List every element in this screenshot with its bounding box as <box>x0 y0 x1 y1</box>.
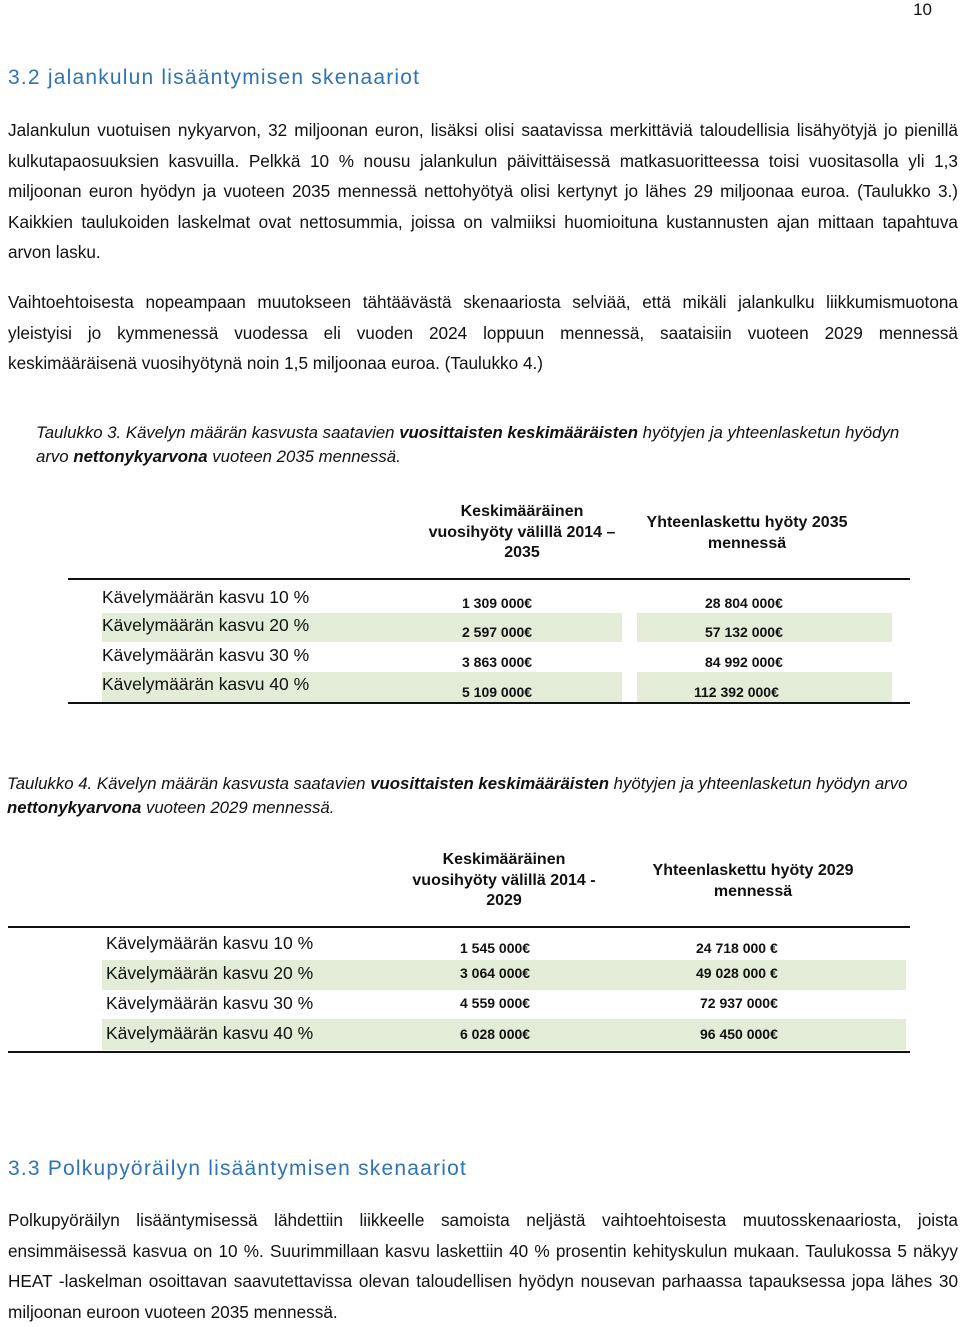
table4-caption: Taulukko 4. Kävelyn määrän kasvusta saatavien vuosittaisten keskimääräisten hyötyjen ja yhteenlasketun hyödyn arvo nettonykyarvona vuoteen 2029 mennessä. <box>7 774 908 817</box>
row-label: Kävelymäärän kasvu 20 % <box>106 963 314 983</box>
table4-col-annual-header: Keskimääräinen vuosihyöty välillä 2014 - 2029 <box>412 851 596 909</box>
total-value: 96 450 000€ <box>700 1026 778 1042</box>
total-value: 112 392 000€ <box>694 684 779 700</box>
table-row <box>102 644 892 672</box>
table-row <box>102 586 892 614</box>
section-heading-3-2: 3.2 jalankulun lisääntymisen skenaariot <box>8 66 421 89</box>
table-row <box>102 673 892 701</box>
annual-value: 3 863 000€ <box>462 654 533 670</box>
row-label: Kävelymäärän kasvu 10 % <box>106 933 314 953</box>
row-label: Kävelymäärän kasvu 20 % <box>102 615 310 635</box>
table-row <box>106 932 906 960</box>
total-value: 57 132 000€ <box>705 624 783 640</box>
total-value: 72 937 000€ <box>700 995 778 1011</box>
section-3-3-paragraph-1: Polkupyöräilyn lisääntymisessä lähdettiin liikkeelle samoista neljästä vaihtoehtoisesta muutosskenaariosta, joista ensimmäisessä kasvua on 10 %. Suurimmillaan kasvu laskettiin 40 % prosentin kehityskulun mukaan. Taulukossa 5 näkyy HEAT -laskelman osoittavan saavutettavissa olevan taloudellisen hyödyn nousevan parhaassa tapauksessa jopa lähes 30 miljoonan euroon vuoteen 2035 mennessä. <box>8 1210 958 1322</box>
table3-caption: Taulukko 3. Kävelyn määrän kasvusta saatavien vuosittaisten keskimääräisten hyötyjen ja yhteenlasketun hyödyn arvo nettonykyarvona vuoteen 2035 mennessä. <box>36 423 900 466</box>
table3-col-total-header: Yhteenlaskettu hyöty 2035 mennessä <box>646 514 848 552</box>
table3-top-rule <box>68 578 910 580</box>
annual-value: 1 309 000€ <box>462 595 533 611</box>
annual-value: 4 559 000€ <box>460 995 531 1011</box>
total-value: 28 804 000€ <box>705 595 783 611</box>
row-label: Kävelymäärän kasvu 40 % <box>102 674 310 694</box>
section-3-2-paragraph-2: Vaihtoehtoisesta nopeampaan muutokseen tähtäävästä skenaariosta selviää, että mikäli jalankulku liikkumismuotona yleistyisi jo kymmenessä vuodessa eli vuoden 2024 loppuun mennessä, saataisiin vuoteen 2029 mennessä keskimääräisenä vuosihyötynä noin 1,5 miljoonaa euroa. (Taulukko 4.) <box>8 292 958 373</box>
total-value: 49 028 000 € <box>696 965 778 981</box>
annual-value: 1 545 000€ <box>460 940 531 956</box>
row-label: Kävelymäärän kasvu 30 % <box>106 993 314 1013</box>
total-value: 84 992 000€ <box>705 654 783 670</box>
table-row <box>102 614 892 642</box>
annual-value: 3 064 000€ <box>460 965 531 981</box>
row-label: Kävelymäärän kasvu 10 % <box>102 587 310 607</box>
table4-top-rule <box>8 926 910 928</box>
page-number: 10 <box>913 0 932 19</box>
annual-value: 6 028 000€ <box>460 1026 531 1042</box>
annual-value: 5 109 000€ <box>462 684 533 700</box>
row-label: Kävelymäärän kasvu 30 % <box>102 645 310 665</box>
table3-col-annual-header: Keskimääräinen vuosihyöty välillä 2014 – 2035 <box>428 503 616 561</box>
table4-bottom-rule <box>8 1051 910 1053</box>
section-heading-3-3: 3.3 Polkupyöräilyn lisääntymisen skenaariot <box>8 1157 467 1180</box>
table3-bottom-rule <box>68 702 910 704</box>
total-value: 24 718 000 € <box>696 940 778 956</box>
row-label: Kävelymäärän kasvu 40 % <box>106 1023 314 1043</box>
table-row <box>106 992 906 1020</box>
table-row <box>106 1022 906 1050</box>
table-row <box>106 962 906 990</box>
annual-value: 2 597 000€ <box>462 624 533 640</box>
table4-col-total-header: Yhteenlaskettu hyöty 2029 mennessä <box>652 862 854 900</box>
section-3-2-paragraph-1: Jalankulun vuotuisen nykyarvon, 32 miljoonan euron, lisäksi olisi saatavissa merkittäviä taloudellisia lisähyötyjä jo pienillä kulkutapaosuuksien kasvuilla. Pelkkä 10 % nousu jalankulun päivittäisessä matkasuoritteessa toisi vuositasolla yli 1,3 miljoonan euron hyödyn ja vuoteen 2035 mennessä nettohyötyä olisi kertynyt jo lähes 29 miljoonaa euroa. (Taulukko 3.) Kaikkien taulukoiden laskelmat ovat nettosummia, joissa on valmiiksi huomioituna kustannusten ajan mittaan tapahtuva arvon lasku. <box>8 120 958 262</box>
